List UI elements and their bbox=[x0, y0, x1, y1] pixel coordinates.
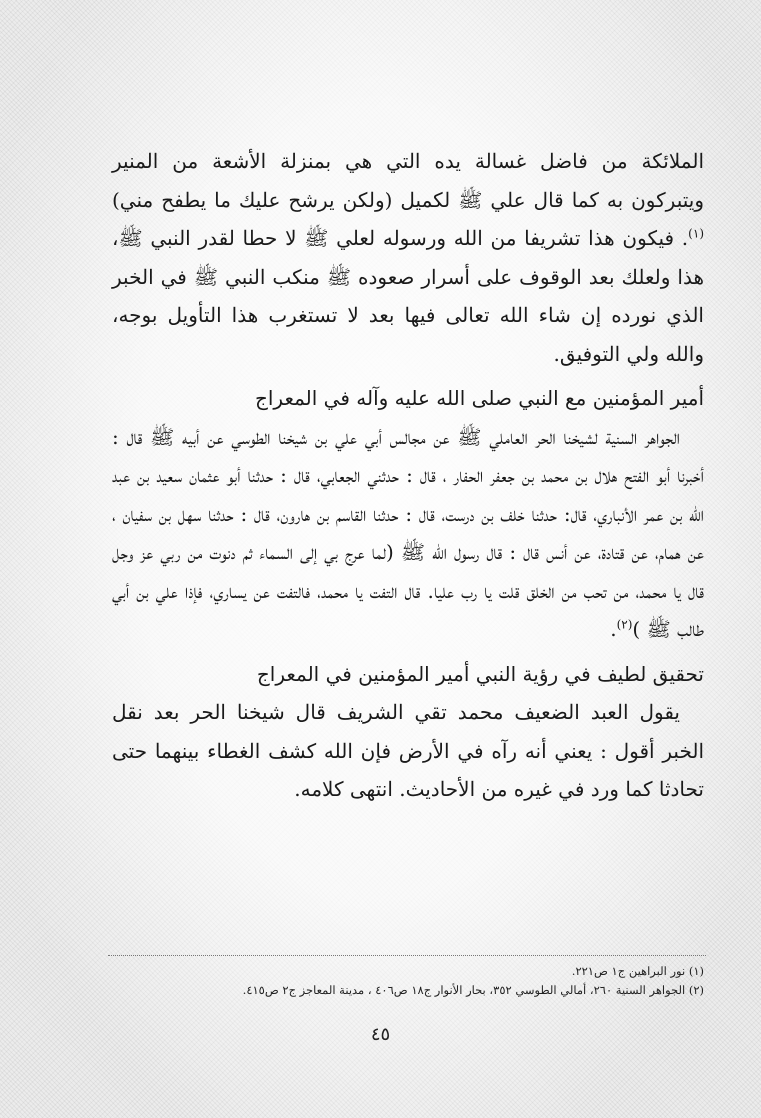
paragraph-2 bbox=[112, 418, 704, 649]
section-heading-investigation: تحقيق لطيف في رؤية النبي أمير المؤمنين في المعراج bbox=[256, 661, 704, 686]
main-text bbox=[112, 142, 704, 809]
paragraph-1 bbox=[112, 142, 704, 373]
footnote-1: (١) نور البراهين ج١ ص٢٢١. bbox=[571, 964, 704, 978]
page-number: ٤٥ bbox=[370, 1024, 391, 1045]
footnote-divider bbox=[108, 955, 706, 956]
footnote-2: (٢) الجواهر السنية ٢٦٠، أمالي الطوسي ٣٥٢، بحار الأنوار ج١٨ ص٤٠٦ ، مدينة المعاجز ج٢ ص٤١٥. bbox=[242, 983, 704, 997]
paragraph-2-text: الجواهر السنية لشيخنا الحر العاملي ﷺ عن مجالس أبي علي بن شيخنا الطوسي عن أبيه ﷺ قال : أخبرنا أبو الفتح هلال بن محمد بن جعفر الحفار ، قال : حدثني الجعابي، قال : حدثنا أبو عثمان سعيد بن عبد الله بن عمر الأنباري، قال: حدثنا خلف بن درست، قال : حدثنا القاسم بن هارون، قال : حدثنا سهل بن سفيان ، عن همام، عن قتادة، عن أنس قال : قال رسول الله ﷺ (لما عرج بي إلى السماء ثم دنوت من ربي عز وجل قال يا محمد، من تحب من الخلق قلت يا رب عليا. قال التفت يا محمد، فالتفت عن يساري، فإذا علي بن أبي طالب ﷺ ) bbox=[112, 424, 704, 641]
footnote-ref-1: (١) bbox=[688, 226, 704, 241]
section-heading-ascension: أمير المؤمنين مع النبي صلى الله عليه وآله في المعراج bbox=[254, 386, 704, 410]
paragraph-1-tail: . فيكون هذا تشريفا من الله ورسوله لعلي ﷺ لا حطا لقدر النبي ﷺ، هذا ولعلك بعد الوقوف على أسرار صعوده ﷺ منكب النبي ﷺ في الخبر الذي نورده إن شاء الله تعالى فيها بعد لا تستغرب هذا التأويل بوجه، والله ولي التوفيق. bbox=[112, 226, 704, 366]
footnotes bbox=[112, 962, 704, 1000]
paragraph-1-text: الملائكة من فاضل غسالة يده التي هي بمنزلة الأشعة من المنير ويتبركون به كما قال علي ﷺ لكميل (ولكن يرشح عليك ما يطفح مني) bbox=[112, 149, 704, 212]
paragraph-3: يقول العبد الضعيف محمد تقي الشريف قال شيخنا الحر بعد نقل الخبر أقول : يعني أنه رآه في الأرض فإن الله كشف الغطاء بينهما حتى تحادثا كما ورد في غيره من الأحاديث. انتهى كلامه. bbox=[112, 700, 704, 801]
footnote-ref-2: (٢) bbox=[616, 617, 633, 632]
paragraph-2-tail: . bbox=[610, 617, 617, 641]
